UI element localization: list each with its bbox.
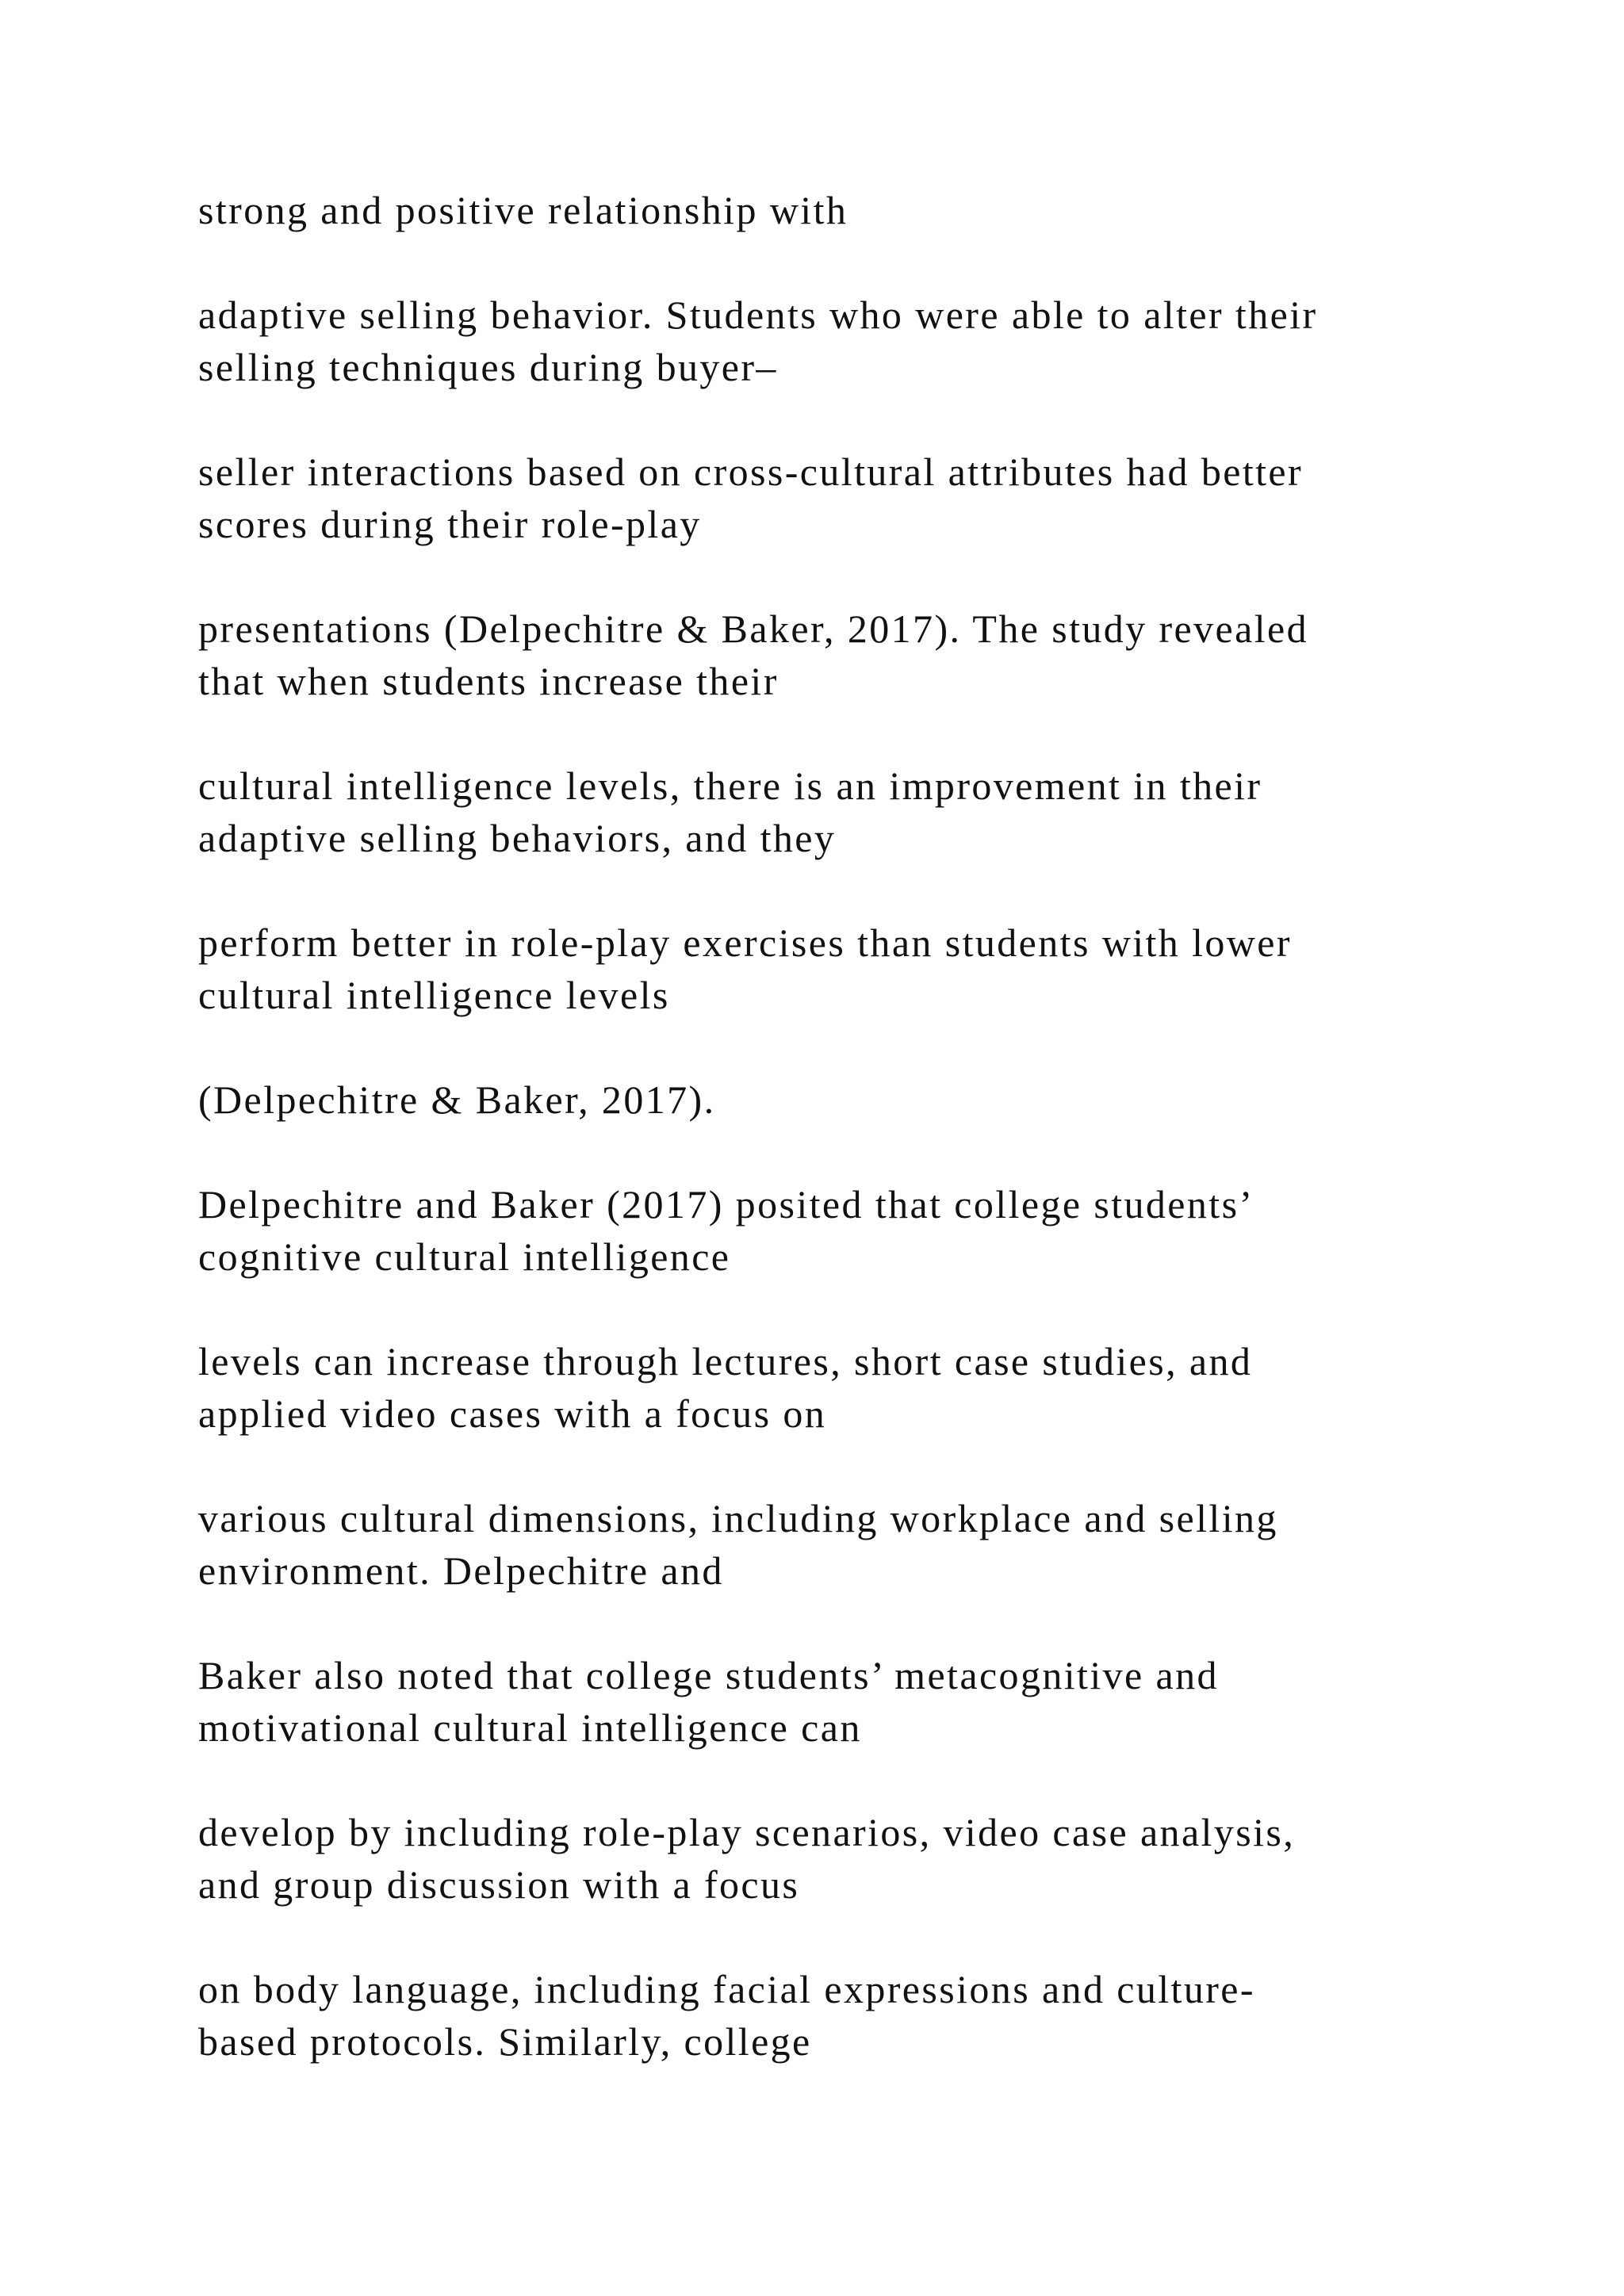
paragraph: strong and positive relationship with	[198, 188, 848, 232]
paragraph: seller interactions based on cross-cultural attributes had better scores during their role-play	[198, 450, 1304, 546]
paragraph: cultural intelligence levels, there is an improvement in their adaptive selling behaviors, and they	[198, 763, 1262, 860]
paragraph: presentations (Delpechitre & Baker, 2017). The study revealed that when students increase their	[198, 607, 1308, 703]
paragraph: Delpechitre and Baker (2017) posited that college students’ cognitive cultural intelligence	[198, 1182, 1254, 1279]
paragraph: levels can increase through lectures, short case studies, and applied video cases with a focus on	[198, 1339, 1253, 1436]
paragraph: on body language, including facial expressions and culture- based protocols. Similarly, college	[198, 1967, 1255, 2064]
paragraph: develop by including role-play scenarios, video case analysis, and group discussion with a focus	[198, 1810, 1296, 1907]
paragraph: perform better in role-play exercises than students with lower cultural intelligence levels	[198, 920, 1292, 1017]
body-text	[198, 184, 1515, 2120]
paragraph: adaptive selling behavior. Students who were able to alter their selling techniques during buyer–	[198, 293, 1318, 389]
paragraph: various cultural dimensions, including workplace and selling environment. Delpechitre and	[198, 1496, 1278, 1593]
paragraph: Baker also noted that college students’ metacognitive and motivational cultural intelligence can	[198, 1653, 1219, 1750]
paragraph: (Delpechitre & Baker, 2017).	[198, 1077, 716, 1122]
